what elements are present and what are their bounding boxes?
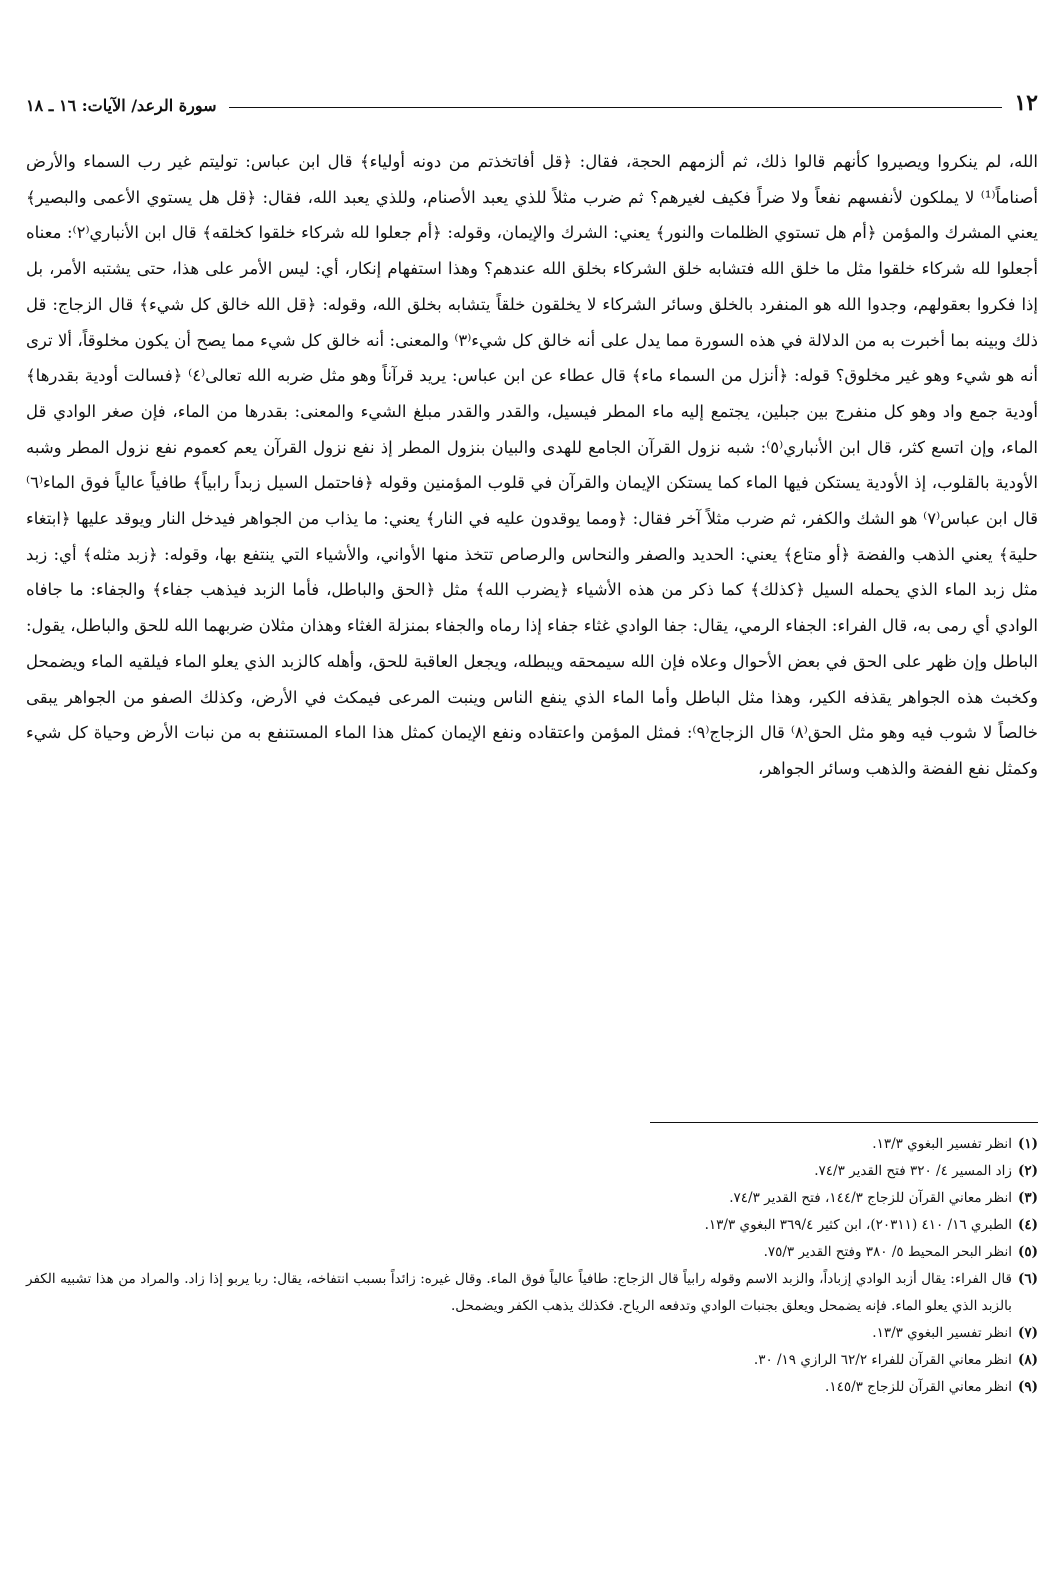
header-rule xyxy=(229,107,1003,108)
footnote-item xyxy=(26,1374,1038,1401)
footnote-item xyxy=(26,1239,1038,1266)
footnote-number: (٥) xyxy=(1017,1244,1038,1260)
footnote-item xyxy=(26,1212,1038,1239)
running-head: سورة الرعد/ الآيات: ١٦ ـ ١٨ xyxy=(26,96,217,115)
footnote-number: (٦) xyxy=(1017,1271,1038,1287)
footnote-number: (٣) xyxy=(1017,1190,1038,1206)
footnote-number: (٤) xyxy=(1017,1217,1038,1233)
footnote-number: (٢) xyxy=(1017,1163,1038,1179)
body-paragraph: الله، لم ينكروا ويصيروا كأنهم قالوا ذلك، ثم ألزمهم الحجة، فقال: ﴿قل أفاتخذتم من دونه أولياء﴾ قال ابن عباس: توليتم غير رب السماء والأرض أصناماً⁽¹⁾ لا يملكون لأنفسهم نفعاً ولا ضراً فكيف لغيرهم؟ ثم ضرب مثلاً للذي يعبد الأصنام، وللذي يعبد الله، فقال: ﴿قل هل يستوي الأعمى والبصير﴾ يعني المشرك والمؤمن ﴿أم هل تستوي الظلمات والنور﴾ يعني: الشرك والإيمان، وقوله: ﴿أم جعلوا لله شركاء خلقوا كخلقه﴾ قال ابن الأنباري⁽٢⁾: معناه أجعلوا لله شركاء خلقوا مثل ما خلق الله فتشابه خلق الشركاء بخلق الله عندهم؟ وهذا استفهام إنكار، أي: ليس الأمر على هذا، حتى يشتبه الأمر، بل إذا فكروا بعقولهم، وجدوا الله هو المنفرد بالخلق وسائر الشركاء لا يخلقون خلقاً يتشابه بخلق الله، وقوله: ﴿قل الله خالق كل شيء﴾ قال الزجاج: قل ذلك وبينه بما أخبرت به من الدلالة في هذه السورة مما يدل على أنه خالق كل شيء⁽٣⁾ والمعنى: أنه خالق كل شيء مما يصح أن يكون مخلوقاً، ألا ترى أنه هو شيء وهو غير مخلوق؟ قوله: ﴿أنزل من السماء ماء﴾ قال عطاء عن ابن عباس: يريد قرآناً وهو مثل ضربه الله تعالى⁽٤⁾ ﴿فسالت أودية بقدرها﴾ أودية جمع واد وهو كل منفرج بين جبلين، يجتمع إليه ماء المطر فيسيل، والقدر والقدر مبلغ الشيء والمعنى: بقدرها من الماء، فإن صغر الوادي قل الماء، وإن اتسع كثر، قال ابن الأنباري⁽٥⁾: شبه نزول القرآن الجامع للهدى والبيان بنزول المطر إذ نفع نزول القرآن يعم كعموم نفع نزول المطر وشبه الأودية بالقلوب، إذ الأودية يستكن فيها الماء كما يستكن الإيمان والقرآن في قلوب المؤمنين وقوله ﴿فاحتمل السيل زبداً رابياً﴾ طافياً عالياً فوق الماء⁽٦⁾ قال ابن عباس⁽٧⁾ هو الشك والكفر، ثم ضرب مثلاً آخر فقال: ﴿ومما يوقدون عليه في النار﴾ يعني: ما يذاب من الجواهر فيدخل النار ويوقد عليها ﴿ابتغاء حلية﴾ يعني الذهب والفضة ﴿أو متاع﴾ يعني: الحديد والصفر والنحاس والرصاص تتخذ منها الأواني، والأشياء التي ينتفع بها، وقوله: ﴿زبد مثله﴾ أي: زبد مثل زبد الماء الذي يحمله السيل ﴿كذلك﴾ كما ذكر من هذه الأشياء ﴿يضرب الله﴾ مثل ﴿الحق والباطل، فأما الزبد فيذهب جفاء﴾ والجفاء: ما جافاه الوادي أي رمى به، قال الفراء: الجفاء الرمي، يقال: جفا الوادي غثاء جفاء إذا رماه والجفاء بمنزلة الغثاء وهذان مثلان ضربهما الله للحق والباطل، يقول: الباطل وإن ظهر على الحق في بعض الأحوال وعلاه فإن الله سيمحقه ويبطله، ويجعل العاقبة للحق، وأهله كالزبد الذي يعلو الماء فيلقيه الماء ويضمحل وكخبث هذه الجواهر يقذفه الكير، وهذا مثل الباطل وأما الماء الذي ينفع الناس وينبت المرعى فيمكث في الأرض، وكذلك الصفو من الجواهر يبقى خالصاً لا شوب فيه وهو مثل الحق⁽٨⁾ قال الزجاج⁽٩⁾: فمثل المؤمن واعتقاده ونفع الإيمان كمثل هذا الماء المستنفع به من نبات الأرض وحياة كل شيء وكمثل نفع الفضة والذهب وسائر الجواهر، xyxy=(26,152,1039,778)
footnote-text: انظر تفسير البغوي ١٣/٣. xyxy=(872,1325,1012,1341)
footnote-number: (٧) xyxy=(1017,1325,1038,1341)
page-header xyxy=(26,82,1038,114)
footnote-item xyxy=(26,1158,1038,1185)
footnote-text: الطبري ١٦/ ٤١٠ (٢٠٣١١)، ابن كثير ٣٦٩/٤ البغوي ١٣/٣. xyxy=(704,1217,1012,1233)
footnote-number: (٨) xyxy=(1017,1352,1038,1368)
footnote-item xyxy=(26,1266,1038,1320)
body-text xyxy=(26,144,1038,787)
footnote-item xyxy=(26,1347,1038,1374)
footnote-text: انظر معاني القرآن للزجاج ١٤٤/٣، فتح القدير ٧٤/٣. xyxy=(729,1190,1012,1206)
footnote-text: انظر تفسير البغوي ١٣/٣. xyxy=(872,1136,1012,1152)
footnote-list xyxy=(26,1131,1038,1401)
footnote-number: (٩) xyxy=(1017,1379,1038,1395)
footnote-item xyxy=(26,1320,1038,1347)
footnote-number: (١) xyxy=(1017,1136,1038,1152)
footnote-text: انظر معاني القرآن للزجاج ١٤٥/٣. xyxy=(825,1379,1012,1395)
footnote-item xyxy=(26,1185,1038,1212)
footnote-text: انظر معاني القرآن للفراء ٦٢/٢ الرازي ١٩/ ٣٠. xyxy=(753,1352,1012,1368)
footnote-text: انظر البحر المحيط ٥/ ٣٨٠ وفتح القدير ٧٥/٣. xyxy=(763,1244,1012,1260)
footnote-text: زاد المسير ٤/ ٣٢٠ فتح القدير ٧٤/٣. xyxy=(814,1163,1012,1179)
footnote-rule xyxy=(650,1122,1038,1123)
footnotes-section xyxy=(26,1122,1038,1401)
footnote-text: قال الفراء: يقال أزبد الوادي إزباداً، والزبد الاسم وقوله رابياً قال الزجاج: طافياً عالياً فوق الماء. وقال غيره: زائداً بسبب انتفاخه، يقال: ربا يربو إذا زاد. والمراد من هذا تشبيه الكفر بالزبد الذي يعلو الماء. فإنه يضمحل ويعلق بجنبات الوادي وتدفعه الرياح. فكذلك يذهب الكفر ويضمحل. xyxy=(26,1271,1012,1314)
footnote-item xyxy=(26,1131,1038,1158)
page-number: ١٢ xyxy=(1014,90,1038,116)
